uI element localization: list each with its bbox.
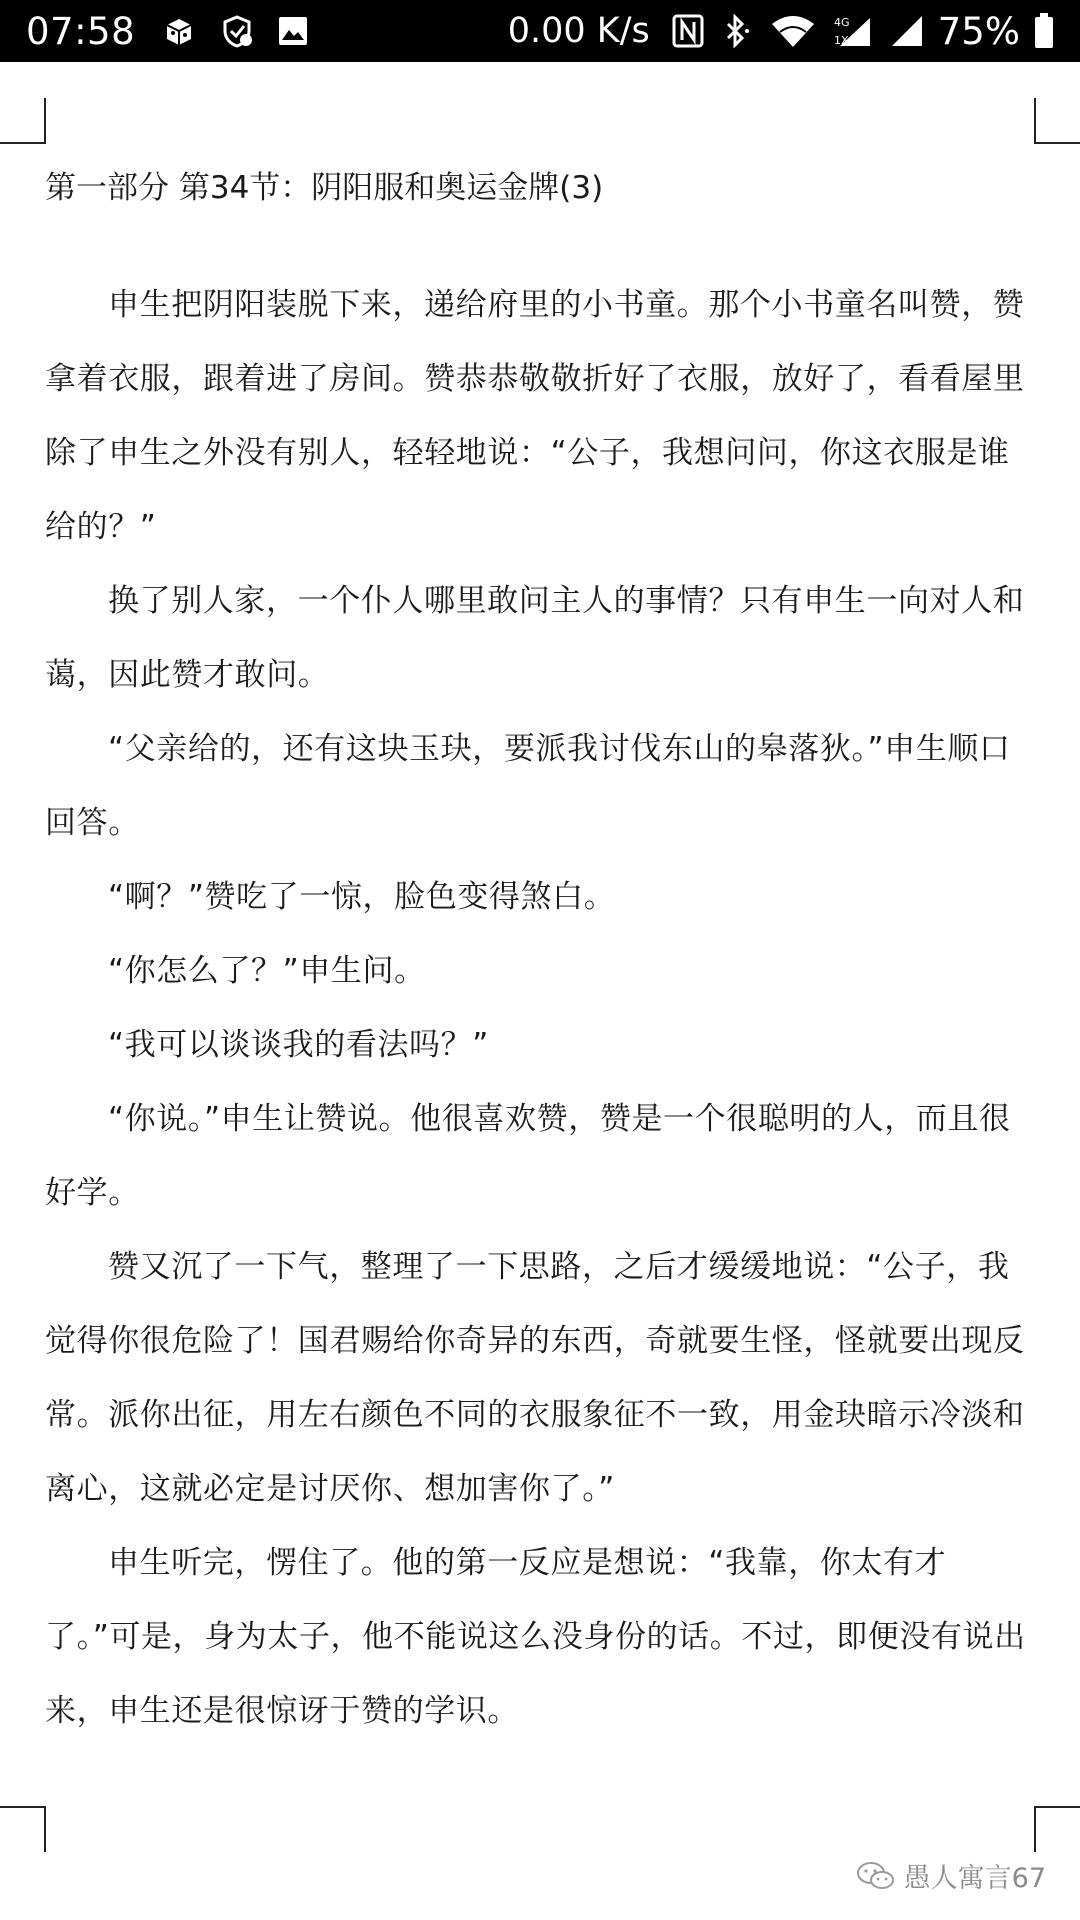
- paragraph: “你怎么了？”申生问。: [108, 953, 426, 989]
- page-corner-bottom-left: [0, 1806, 46, 1852]
- net-speed: 0.00 K/s: [507, 11, 650, 51]
- paragraph: 申生把阴阳装脱下来，递给府里的小书童。那个小书童名叫赞，赞拿着衣服，跟着进了房间。赞恭恭敬敬折好了衣服，放好了，看看屋里除了申生之外没有别人，轻轻地说：“公子，我想问问，你这衣服是谁给的？”: [45, 287, 1025, 545]
- battery-percent: 75%: [937, 9, 1020, 53]
- status-left-group: [26, 10, 331, 53]
- shield-notification-icon: [219, 13, 255, 49]
- battery-icon: [1034, 13, 1054, 49]
- document-page: [45, 160, 1040, 1748]
- paragraph: 申生听完，愣住了。他的第一反应是想说：“我靠，你太有才了。”可是，身为太子，他不能说这么没身份的话。不过，即便没有说出来，申生还是很惊讶于赞的学识。: [45, 1545, 1026, 1729]
- page-corner-top-left: [0, 98, 46, 144]
- signal-4g-icon: [834, 14, 872, 48]
- paragraph: “你说。”申生让赞说。他很喜欢赞，赞是一个很聪明的人，而且很好学。: [45, 1101, 1011, 1211]
- paragraph: “我可以谈谈我的看法吗？”: [108, 1027, 489, 1063]
- page-corner-bottom-right: [1034, 1806, 1080, 1852]
- network-badge-top: 4G: [833, 16, 850, 29]
- status-bar: [0, 0, 1080, 62]
- paragraph: 赞又沉了一下气，整理了一下思路，之后才缓缓地说：“公子，我觉得你很危险了！国君赐给你奇异的东西，奇就要生怪，怪就要出现反常。派你出征，用左右颜色不同的衣服象征不一致，用金玦暗示冷淡和离心，这就必定是讨厌你、想加害你了。”: [45, 1249, 1025, 1507]
- watermark: [856, 1856, 1046, 1895]
- paragraph: “父亲给的，还有这块玉玦，要派我讨伐东山的皋落狄。”申生顺口回答。: [45, 731, 1011, 841]
- page-corner-top-right: [1034, 98, 1080, 144]
- document-body: [45, 268, 1040, 1748]
- network-badge-bottom: 1X: [833, 34, 849, 47]
- image-notification-icon: [277, 15, 309, 47]
- paragraph: “啊？”赞吃了一惊，脸色变得煞白。: [108, 879, 616, 915]
- watermark-text: 愚人寓言67: [903, 1863, 1046, 1894]
- app-notification-icon: [161, 13, 197, 49]
- signal-icon: [890, 14, 924, 48]
- bluetooth-icon: [722, 14, 752, 48]
- wechat-icon: [856, 1860, 896, 1892]
- wifi-icon: [770, 14, 816, 48]
- nfc-icon: [672, 14, 704, 48]
- chapter-title: 第一部分 第34节：阴阳服和奥运金牌(3): [45, 170, 604, 206]
- status-right-group: [508, 10, 1054, 53]
- status-time: 07:58: [26, 9, 136, 53]
- paragraph: 换了别人家，一个仆人哪里敢问主人的事情？只有申生一向对人和蔼，因此赞才敢问。: [45, 583, 1025, 693]
